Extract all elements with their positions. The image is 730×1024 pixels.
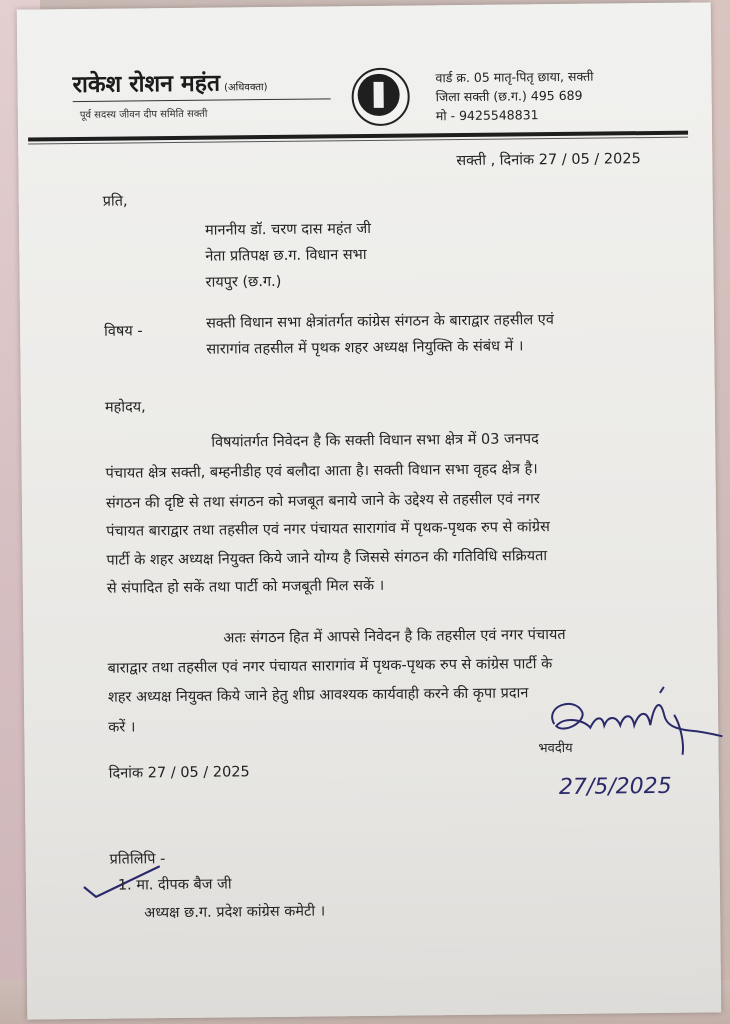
letterhead-name [72, 65, 267, 99]
emblem-band [374, 82, 384, 108]
copy-label: प्रतिलिपि - [109, 851, 166, 868]
paragraph1-line: पार्टी के शहर अध्यक्ष नियुक्त किये जाने योग्य है जिससे संगठन की गतिविधि सक्रियता [106, 548, 548, 569]
emblem-inner-disc [357, 74, 399, 116]
letterhead-phone: मो - 9425548831 [435, 107, 539, 124]
paragraph2-line: बाराद्वार तथा तहसील एवं नगर पंचायत सारागांव में पृथक-पृथक रुप से कांग्रेस पार्टी के [107, 656, 553, 677]
date-bottom: दिनांक 27 / 05 / 2025 [108, 764, 250, 782]
letterhead-name-text: राकेश रोशन महंत [72, 70, 221, 99]
paragraph1-line: विषयांतर्गत निवेदन है कि सक्ती विधान सभा क्षेत्र में 03 जनपद [211, 431, 539, 451]
paragraph1-line: से संपादित हो सकें तथा पार्टी को मजबूती मिल सकें । [106, 577, 385, 597]
paragraph2-line: करें । [108, 719, 136, 736]
copy-recipient-title: अध्यक्ष छ.ग. प्रदेश कांग्रेस कमेटी । [144, 903, 326, 922]
letterhead-subtitle: पूर्व सदस्य जीवन दीप समिति सक्ती [79, 108, 208, 122]
paragraph2-line: अतः संगठन हित में आपसे निवेदन है कि तहसील एवं नगर पंचायत [223, 626, 566, 647]
letterhead-name-underline [73, 98, 331, 102]
letterhead-address-line1: वार्ड क्र. 05 मातृ-पितृ छाया, सक्ती [435, 68, 594, 86]
to-label: प्रति, [102, 193, 128, 210]
svg-text:27/5/2025: 27/5/2025 [558, 773, 672, 801]
letter-sheet [17, 2, 722, 1019]
advocate-emblem-icon [351, 68, 410, 127]
letterhead-name-suffix: (अधिवक्ता) [224, 82, 268, 94]
recipient-line: नेता प्रतिपक्ष छ.ग. विधान सभा [205, 247, 367, 265]
paragraph1-line: पंचायत क्षेत्र सक्ती, बम्हनीडीह एवं बलौदा आता है। सक्ती विधान सभा वृहद क्षेत्र है। [105, 461, 538, 482]
letterhead-address-line2: जिला सक्ती (छ.ग.) 495 689 [435, 87, 583, 105]
paragraph1-line: पंचायत बाराद्वार तथा तहसील एवं नगर पंचायत सारागांव में पृथक-पृथक रुप से कांग्रेस [106, 519, 550, 540]
paragraph1-line: संगठन की दृष्टि से तथा संगठन को मजबूत बनाये जाने के उद्देश्य से तहसील एवं नगर [105, 491, 540, 512]
subject-label: विषय - [104, 323, 143, 340]
paragraph2-line: शहर अध्यक्ष नियुक्त किये जाने हेतु शीघ्र आवश्यक कार्यवाही करने की कृपा प्रदान [107, 685, 529, 706]
copy-recipient-name: 1. मा. दीपक बैज जी [117, 876, 232, 894]
salutation: महोदय, [104, 399, 146, 416]
recipient-line: रायपुर (छ.ग.) [205, 273, 282, 291]
recipient-line: माननीय डॉ. चरण दास महंत जी [204, 220, 372, 239]
subject-line: सारागांव तहसील में पृथक शहर अध्यक्ष नियुक्ति के संबंध में । [206, 338, 524, 358]
closing-bhavdiya: भवदीय [538, 740, 573, 757]
letter-date: सक्ती , दिनांक 27 / 05 / 2025 [456, 151, 641, 170]
subject-line: सक्ती विधान सभा क्षेत्रांतर्गत कांग्रेस संगठन के बाराद्वार तहसील एवं [205, 312, 554, 332]
